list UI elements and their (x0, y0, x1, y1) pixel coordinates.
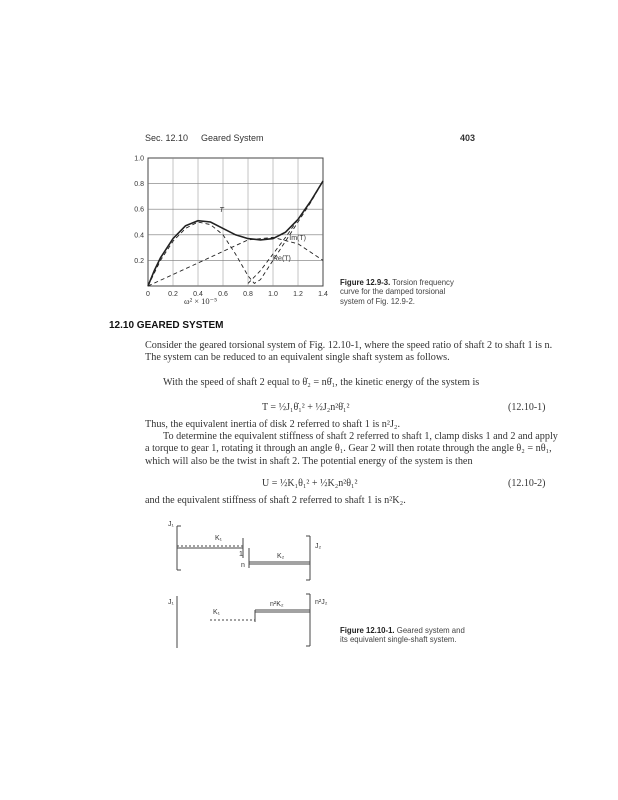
chart-annotation-re: Re(T) (273, 255, 291, 263)
label-j1-bottom: J₁ (168, 599, 174, 606)
label-gear-1: 1 (239, 551, 243, 558)
figure-caption-text-2: Geared system and its equivalent single-shaft system. (340, 626, 465, 645)
chart-y-tick-label: 0.8 (134, 181, 144, 189)
chart-x-tick-label: 1.4 (318, 291, 328, 298)
figure-caption-12-9-3 (340, 278, 460, 306)
chart-x-tick-label: 0.6 (218, 291, 228, 298)
chart-y-tick-label: 0.4 (134, 232, 144, 240)
chart-y-tick-label: 0.2 (134, 257, 144, 265)
equation-12-10-1: T = ½J₁θ̇₁² + ½J₂n²θ̇₁² (262, 402, 350, 413)
chart-annotation-im: Im(T) (289, 234, 306, 242)
chart-x-tick-label: 0 (146, 291, 150, 298)
chart-x-tick-label: 0.8 (243, 291, 253, 298)
label-gear-n: n (241, 562, 245, 569)
chart-series-t (148, 181, 323, 286)
equation-12-10-2: U = ½K₁θ₁² + ½K₂n²θ₁² (262, 478, 358, 489)
chart-xlabel: ω² × 10⁻⁵ (184, 296, 218, 306)
chart-frame (148, 158, 323, 286)
paragraph-3: Thus, the equivalent inertia of disk 2 referred to shaft 1 is n²J₂. (145, 419, 401, 430)
chart-series (148, 181, 323, 286)
paragraph-1: Consider the geared torsional system of Fig. 12.10-1, where the speed ratio of shaft 2 to shaft 1 is n. The system can be reduced to an equivalent single shaft system as follows. (145, 340, 553, 364)
equation-number-1: (12.10-1) (508, 402, 546, 413)
chart-x-tick-label: 0.4 (193, 291, 203, 298)
geared-system-diagram (165, 518, 345, 653)
section-heading: 12.10 GEARED SYSTEM (109, 320, 224, 331)
label-k2: K₂ (277, 553, 285, 560)
figure-label: Figure 12.9-3. (340, 278, 391, 287)
chart-annotation-t: T (219, 204, 224, 214)
chart-axes (134, 156, 328, 299)
chart-series-imt (148, 234, 323, 286)
label-k1-top: K₁ (215, 535, 223, 542)
chart-series-ret (148, 181, 323, 286)
label-j1-top: J₁ (168, 521, 174, 528)
equation-number-2: (12.10-2) (508, 478, 546, 489)
figure-caption-12-10-1 (340, 626, 470, 645)
label-j2: J₂ (315, 543, 322, 550)
figure-caption-text: Torsion frequency curve for the damped torsional system of Fig. 12.9-2. (340, 278, 454, 306)
paragraph-5: and the equivalent stiffness of shaft 2 referred to shaft 1 is n²K₂. (145, 495, 406, 506)
chart-x-tick-label: 0.2 (168, 291, 178, 298)
page-number: 403 (460, 133, 476, 143)
label-n2j2: n²J₂ (315, 599, 328, 606)
figure-label-2: Figure 12.10-1. (340, 626, 395, 635)
running-head-section: Sec. 12.10 (145, 133, 189, 143)
paragraph-4: To determine the equivalent stiffness of shaft 2 referred to shaft 1, clamp disks 1 and 2 and apply a torque to gear 1, rotating it through an angle θ₁. Gear 2 will then rotate through the angle θ₂ = nθ₁, which will also be the twist in shaft 2. The potential energy of the system is then (145, 431, 558, 467)
chart-y-tick-label: 1.0 (134, 155, 144, 163)
label-n2k2: n²K₂ (270, 601, 284, 608)
label-k1-bottom: K₁ (213, 609, 221, 616)
chart-x-tick-label: 1.0 (268, 291, 278, 298)
chart-x-tick-label: 1.2 (293, 291, 303, 298)
paragraph-2: With the speed of shaft 2 equal to θ̇₂ = nθ̇₁, the kinetic energy of the system is (163, 377, 480, 388)
torsion-frequency-chart (108, 148, 338, 310)
running-head-title: Geared System (201, 133, 264, 143)
chart-y-tick-label: 0.6 (134, 206, 144, 214)
